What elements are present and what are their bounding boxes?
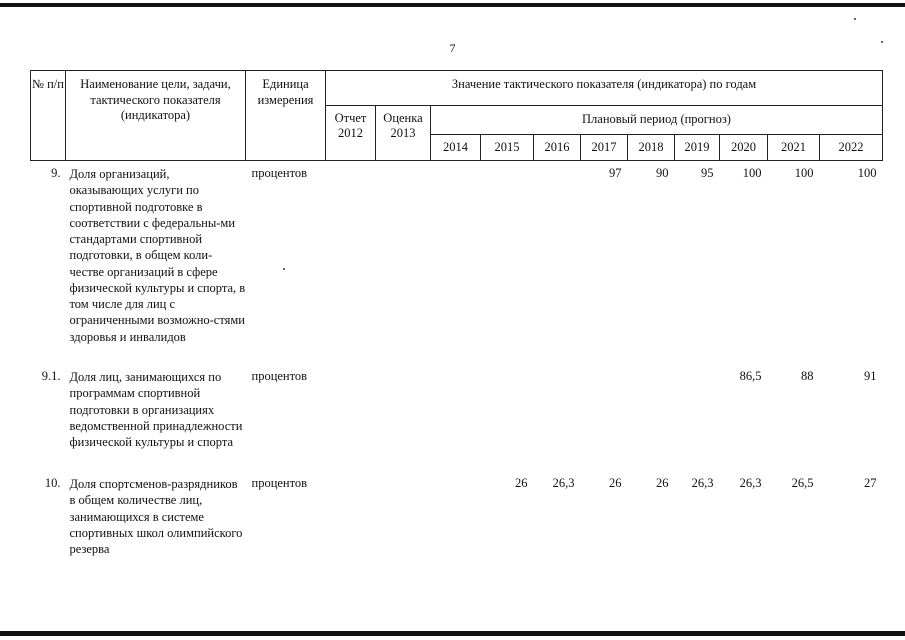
header-num: № п/п [31,71,66,161]
row-name: Доля организаций, оказывающих услуги по спортивной подготовке в соответствии с федеральны-ми стандартами спортивной подготовки, в общем коли-честве организаций в сфере физической культуры и спорта, в том числе для лиц с ограниченными возможно-стями здоровья и инвалидов [69,167,246,344]
row-value [534,364,581,471]
header-year: 2019 [675,135,720,161]
header-estimate: Оценка 2013 [376,106,431,161]
header-name: Наименование цели, задачи, тактического показателя (индикатора) [66,71,246,161]
row-report [326,161,376,365]
row-report [326,364,376,471]
row-num: 9.1. [41,369,61,383]
row-estimate [376,471,431,566]
row-value: 88 [801,369,814,383]
row-value: 26,3 [691,476,714,490]
table-body [31,161,883,567]
bottom-border-line [0,631,905,636]
row-value: 91 [864,369,877,383]
header-year: 2014 [431,135,481,161]
row-value [431,161,481,365]
row-value: 100 [794,166,814,180]
indicators-table [30,70,883,566]
header-values-group: Значение тактического показателя (индикатора) по годам [326,71,883,106]
row-value [431,471,481,566]
row-value: 86,5 [739,369,762,383]
row-value: 26 [515,476,528,490]
row-value [675,364,720,471]
header-year: 2017 [581,135,628,161]
row-num: 9. [51,166,61,180]
header-year: 2015 [481,135,534,161]
top-border-line [0,3,905,7]
table-row [31,364,883,471]
row-value: 26 [609,476,622,490]
row-value [581,364,628,471]
row-value [534,161,581,365]
table-row [31,161,883,365]
table-row [31,471,883,566]
row-value: 100 [857,166,877,180]
row-value: 90 [656,166,669,180]
row-value: 100 [742,166,762,180]
header-year: 2022 [820,135,883,161]
row-value: 95 [701,166,714,180]
row-value [481,161,534,365]
header-year: 2018 [628,135,675,161]
header-year: 2021 [768,135,820,161]
row-report [326,471,376,566]
header-plan: Плановый период (прогноз) [431,106,883,135]
row-name: Доля спортсменов-разрядников в общем количестве лиц, занимающихся в системе спортивных школ олимпийского резерва [69,477,243,556]
row-estimate [376,161,431,365]
header-unit: Единица измерения [246,71,326,161]
header-year: 2020 [720,135,768,161]
scan-speck [854,18,856,20]
row-value [431,364,481,471]
row-unit: процентов [251,476,308,490]
row-estimate [376,364,431,471]
row-value: 26,3 [739,476,762,490]
row-value: 97 [609,166,622,180]
row-name: Доля лиц, занимающихся по программам спортивной подготовки в организациях ведомственной принадлежности физической культуры и спорта [69,370,243,449]
row-value [628,364,675,471]
table-header [31,71,883,161]
header-year: 2016 [534,135,581,161]
row-num: 10. [44,476,61,490]
row-value: 26,5 [791,476,814,490]
row-unit: процентов [251,166,308,180]
page-number: 7 [449,41,456,55]
row-value: 26 [656,476,669,490]
row-value: 26,3 [552,476,575,490]
row-unit: процентов [251,369,308,383]
row-value [481,364,534,471]
header-report: Отчет 2012 [326,106,376,161]
row-value: 27 [864,476,877,490]
